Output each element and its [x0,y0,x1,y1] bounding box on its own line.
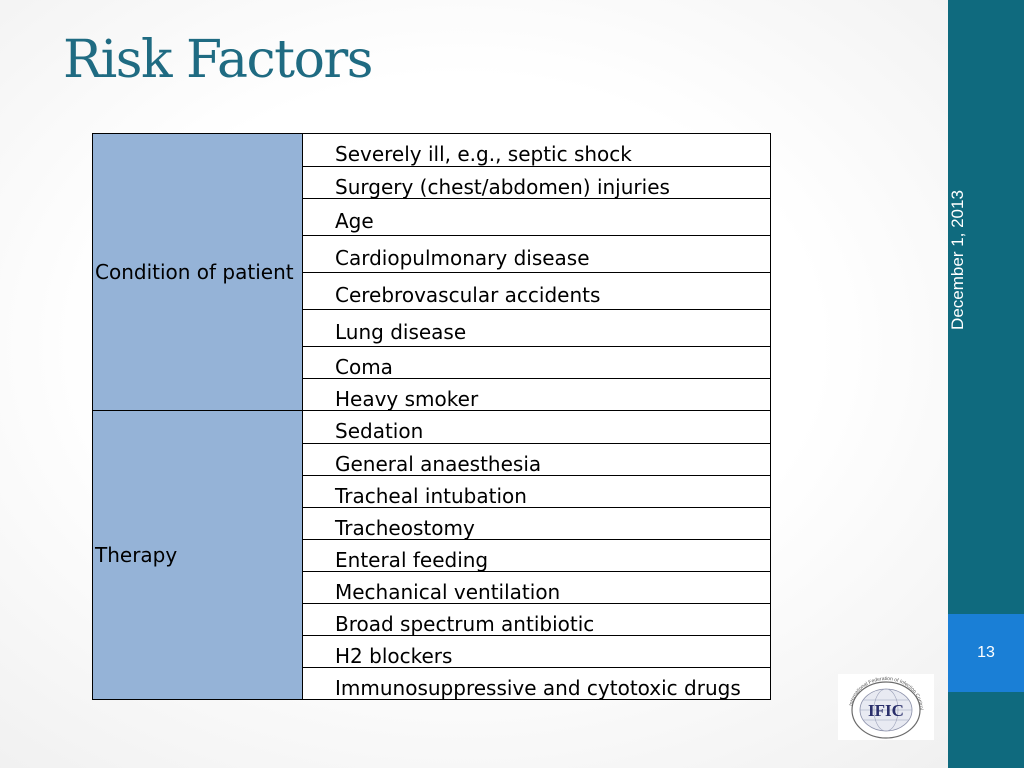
risk-factor-cell [303,347,771,379]
risk-factor-cell [303,476,771,508]
risk-factors-body [93,134,771,700]
risk-factor-label: Lung disease [335,320,467,344]
risk-factor-cell [303,236,771,273]
risk-factor-label: Surgery (chest/abdomen) injuries [335,174,670,199]
slide-title: Risk Factors [63,30,372,90]
risk-factor-label: Tracheostomy [335,515,475,540]
risk-factor-cell [303,310,771,347]
risk-factor-label: General anaesthesia [335,451,542,476]
logo-text: IFIC [868,701,904,720]
risk-factor-label: Mechanical ventilation [335,579,561,604]
risk-factor-label: Coma [335,354,393,379]
category-cell-therapy: Therapy [93,411,303,700]
risk-factor-cell [303,508,771,540]
risk-factor-label: Severely ill, e.g., septic shock [335,142,632,166]
risk-factor-cell [303,636,771,668]
risk-factor-label: Enteral feeding [335,547,489,572]
risk-factor-label: H2 blockers [335,643,453,668]
category-cell-condition: Condition of patient [93,134,303,411]
risk-factor-cell [303,540,771,572]
page-number: 13 [948,614,1024,692]
risk-factor-cell [303,199,771,236]
risk-factor-cell [303,668,771,700]
risk-factor-label: Broad spectrum antibiotic [335,611,595,636]
table-row [93,411,771,444]
logo-ring-text: International Federation of Infection Control [848,676,925,710]
slide-date: December 1, 2013 [948,190,967,330]
risk-factor-cell [303,411,771,444]
risk-factor-cell [303,273,771,310]
risk-factor-cell [303,167,771,199]
risk-factor-label: Sedation [335,419,424,443]
ific-logo [838,674,934,740]
table-row [93,134,771,167]
risk-factor-label: Tracheal intubation [335,483,527,508]
risk-factor-label: Heavy smoker [335,386,479,411]
risk-factors-table [92,133,771,700]
risk-factor-cell [303,379,771,411]
risk-factor-label: Age [335,209,374,233]
risk-factor-label: Cerebrovascular accidents [335,283,601,307]
risk-factor-label: Immunosuppressive and cytotoxic drugs [335,675,741,700]
risk-factor-cell [303,604,771,636]
risk-factor-label: Cardiopulmonary disease [335,246,590,270]
risk-factor-cell [303,572,771,604]
risk-factor-cell [303,444,771,476]
risk-factor-cell [303,134,771,167]
